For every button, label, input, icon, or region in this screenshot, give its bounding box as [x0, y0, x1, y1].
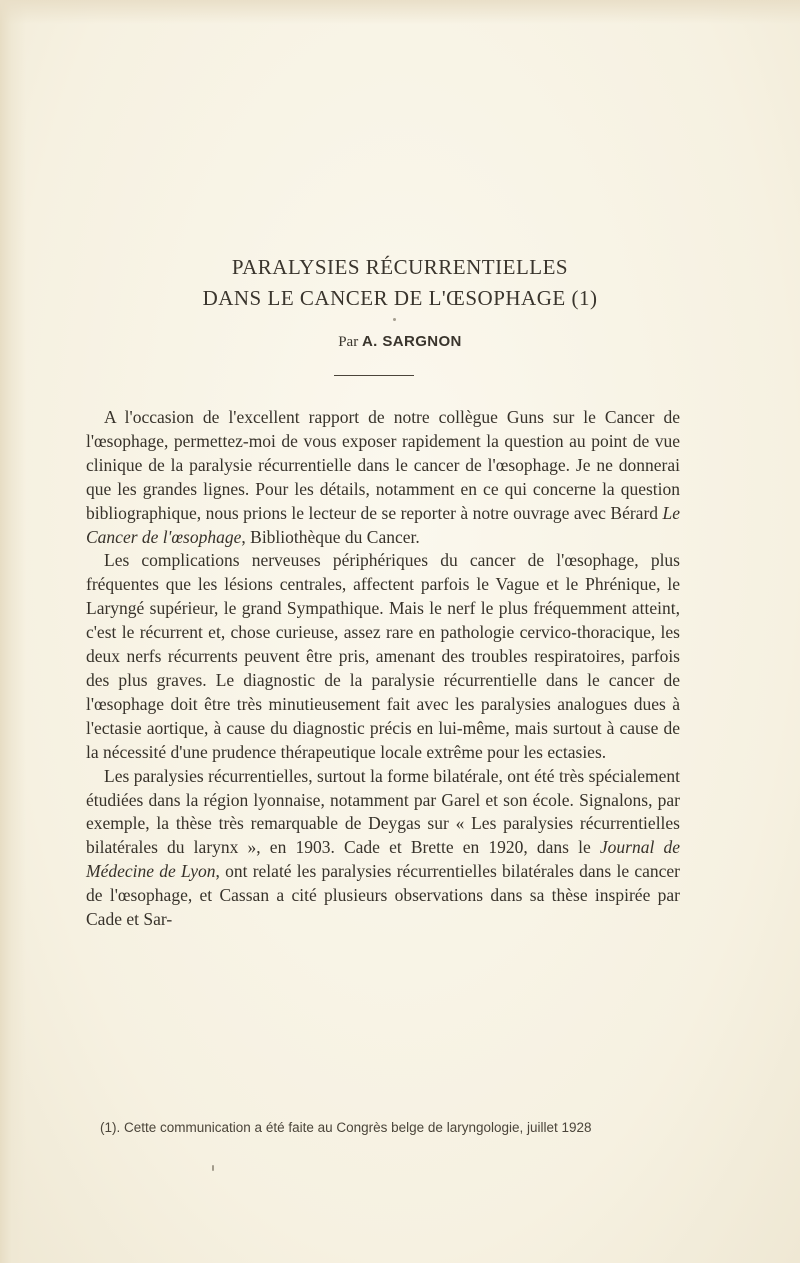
title-divider	[334, 375, 414, 376]
paragraph-1-text-b: , Bibliothèque du Cancer.	[241, 526, 420, 547]
article-title-line-1: PARALYSIES RÉCURRENTIELLES	[231, 255, 569, 279]
byline-prefix: Par	[338, 334, 359, 350]
author-name: A. SARGNON	[361, 333, 462, 350]
page-edge-shadow	[0, 0, 26, 1263]
print-speck	[212, 1165, 214, 1171]
journal-title: Journal de Médecine de Lyon	[86, 837, 680, 882]
paragraph-1	[86, 406, 680, 549]
paragraph-3-text-b: , ont relaté les paralysies récurrentielles bilatérales dans le cancer de l'œsophage, et Cassan a cité plusieurs observations dans sa thèse inspirée par Cade et Sar-	[86, 861, 681, 930]
print-speck	[393, 318, 396, 321]
paragraph-2: Les complications nerveuses périphériques du cancer de l'œsophage, plus fréquentes que les lésions centrales, affectent parfois le Vague et le Phrénique, le Laryngé supérieur, le grand Sympathique. Mais le nerf le plus fréquemment atteint, c'est le récurrent et, chose curieuse, assez rare en pathologie cervico-thoracique, les deux nerfs récurrents peuvent être pris, amenant des troubles respiratoires, parfois des plus graves. Le diagnostic de la paralysie récurrentielle dans le cancer de l'œsophage doit être très minutieusement fait avec les paralysies analogues dues à l'ectasie aortique, à cause du diagnostic précis en lui-même, mais surtout à cause de la nécessité d'une prudence thérapeutique locale extrême pour les ectasies.	[86, 550, 680, 762]
footnote: (1). Cette communication a été faite au Congrès belge de laryngologie, juillet 1928	[100, 1120, 592, 1135]
book-title: Le Cancer de l'œsophage	[86, 502, 680, 547]
paragraph-3-text-a: Les paralysies récurrentielles, surtout la forme bilatérale, ont été très spécialement étudiées dans la région lyonnaise, notamment par Garel et son école. Signalons, par exemple, la thèse très remarquable de Deygas sur « Les paralysies récurrentielles bilatérales du larynx », en 1903. Cade et Brette en 1920, dans le	[86, 765, 680, 858]
article-body	[86, 406, 680, 932]
paragraph-3	[86, 765, 680, 932]
article-title-line-2: DANS LE CANCER DE L'ŒSOPHAGE (1)	[202, 286, 598, 310]
page-top-shadow	[0, 0, 800, 24]
paragraph-1-text-a: A l'occasion de l'excellent rapport de notre collègue Guns sur le Cancer de l'œsophage, permettez-moi de vous exposer rapidement la question au point de vue clinique de la paralysie récurrentielle dans le cancer de l'œsophage. Je ne donnerai que les grandes lignes. Pour les détails, notamment en ce qui concerne la question bibliographique, nous prions le lecteur de se reporter à notre ouvrage avec Bérard	[86, 407, 680, 523]
byline	[0, 333, 800, 351]
